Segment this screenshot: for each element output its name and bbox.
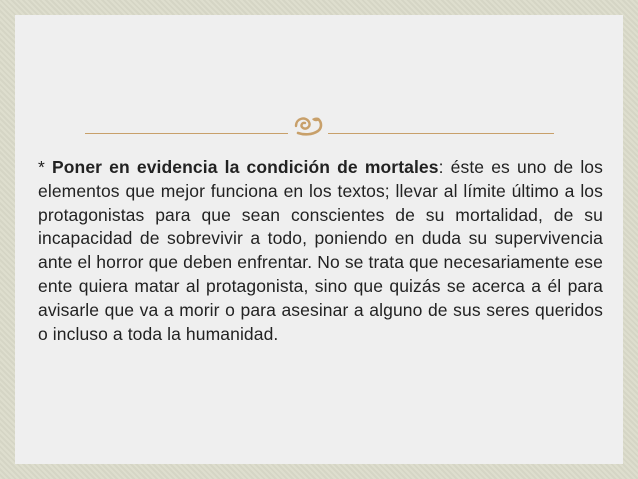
title-divider-left [85, 133, 288, 134]
title-divider-right [328, 133, 554, 134]
body-paragraph [38, 156, 603, 346]
fleuron-ornament-icon [292, 113, 324, 139]
bullet-marker: * [38, 157, 52, 177]
bold-lead-phrase: Poner en evidencia la condición de mortales [52, 157, 439, 177]
paragraph-body-text: : éste es uno de los elementos que mejor funciona en los textos; llevar al límite último a los protagonistas para que sean conscientes de su mortalidad, de su incapacidad de sobrevivir a todo, poniendo en duda su supervivencia ante el horror que deben enfrentar. No se trata que necesariamente ese ente quiera matar al protagonista, sino que quizás se acerca a él para avisarle que va a morir o para asesinar a alguno de sus seres queridos o incluso a toda la humanidad. [38, 157, 603, 344]
